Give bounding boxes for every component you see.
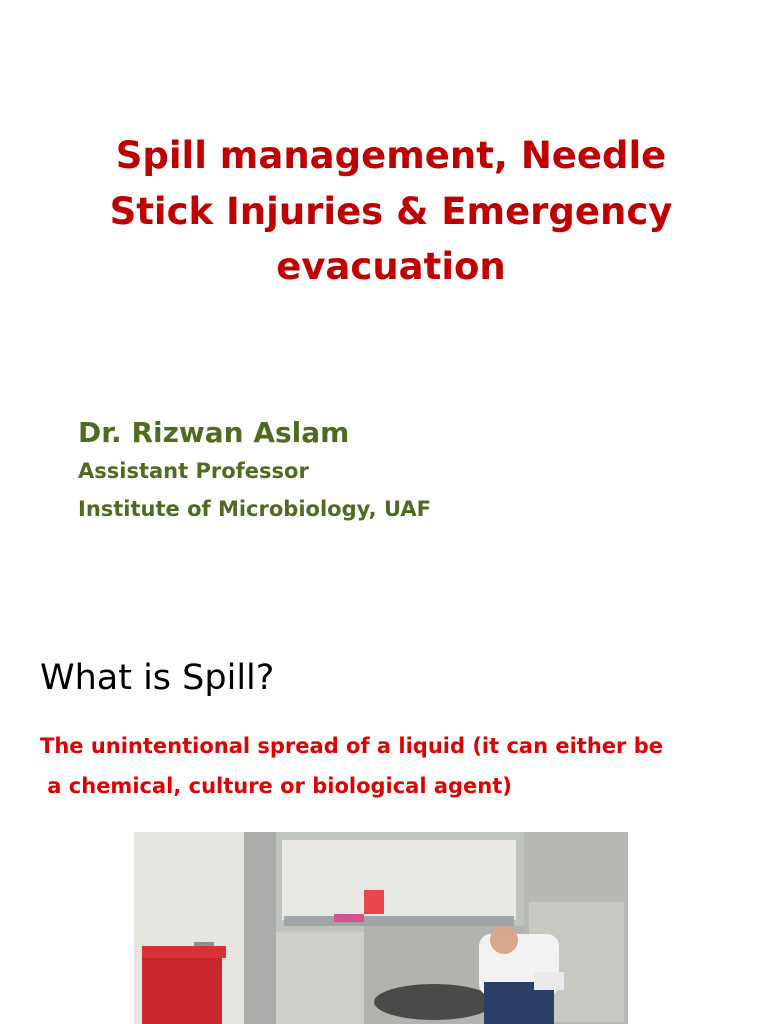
author-position: Assistant Professor: [78, 459, 309, 483]
title-line: evacuation: [276, 245, 506, 288]
title-line: Spill management, Needle: [115, 134, 667, 177]
lab-spill-photo: [134, 832, 628, 1024]
author-institution: Institute of Microbiology, UAF: [78, 497, 431, 521]
definition-text: [40, 726, 740, 806]
author-block: [78, 414, 431, 528]
definition-line: a chemical, culture or biological agent): [40, 774, 512, 798]
author-name: Dr. Rizwan Aslam: [78, 416, 350, 449]
slide-title: [40, 128, 742, 295]
definition-line: The unintentional spread of a liquid (it can either be: [40, 734, 663, 758]
content-slide: [0, 640, 768, 1024]
title-line: Stick Injuries & Emergency: [109, 189, 673, 233]
lab-photo-illustration: [134, 832, 628, 1024]
slide-heading: What is Spill?: [40, 658, 275, 698]
